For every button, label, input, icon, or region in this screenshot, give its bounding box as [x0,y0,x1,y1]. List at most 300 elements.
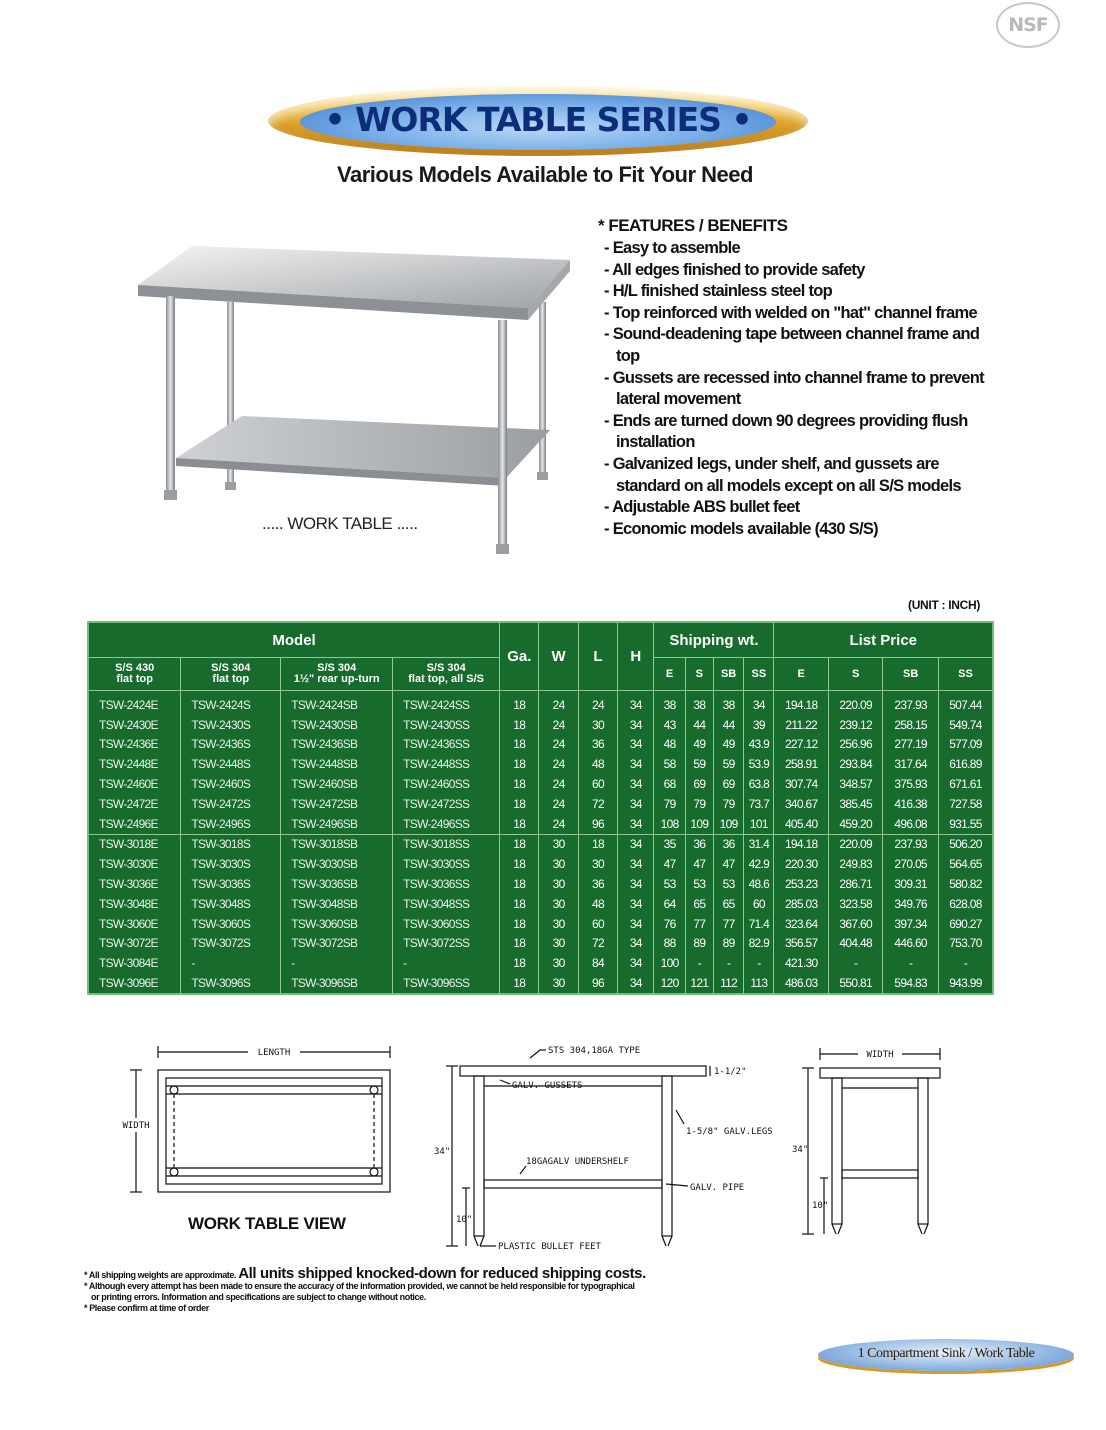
table-cell: 48.6 [744,874,774,894]
table-cell: 317.64 [883,754,938,774]
table-cell: 34 [618,854,654,874]
table-cell: 404.48 [828,934,882,954]
table-cell: TSW-2496SB [281,814,393,834]
table-cell: 18 [500,715,539,735]
table-cell: TSW-3084E [88,953,181,973]
table-cell: 30 [539,854,578,874]
side-height-label: 34" [792,1145,809,1155]
table-cell: 30 [578,715,617,735]
table-cell: 109 [685,814,713,834]
table-cell: 671.61 [938,774,993,794]
table-cell: 84 [578,953,617,973]
table-cell: TSW-2472SB [281,794,393,814]
table-cell: 349.76 [883,894,938,914]
table-cell: 30 [539,973,578,994]
table-cell: 237.93 [883,834,938,854]
table-cell: 53.9 [744,754,774,774]
note-shipping: * All shipping weights are approximate. All units shipped knocked-down for reduced shipping costs. [84,1265,646,1282]
length-label: LENGTH [257,1048,291,1058]
top-view-drawing [110,1040,410,1216]
table-cell: 459.20 [828,814,882,834]
table-cell: 47 [713,854,743,874]
table-cell: 60 [578,774,617,794]
table-cell: 44 [713,715,743,735]
table-cell: 258.15 [883,715,938,735]
header-price-e: E [774,658,828,691]
table-cell: 580.82 [938,874,993,894]
table-cell: 24 [578,691,617,715]
table-cell: 727.58 [938,794,993,814]
table-cell: 53 [685,874,713,894]
front-view-drawing [430,1040,780,1256]
note-accuracy: * Although every attempt has been made to ensure the accuracy of the information provided, we cannot be held responsible for typographical [84,1281,635,1291]
table-row [88,794,993,814]
page-subtitle: Various Models Available to Fit Your Need [337,162,753,187]
table-cell: 48 [654,735,685,755]
note-confirm: * Please confirm at time of order [84,1303,209,1313]
table-cell: 89 [685,934,713,954]
table-cell: TSW-2496S [181,814,281,834]
table-cell: 628.08 [938,894,993,914]
table-cell: TSW-3072SB [281,934,393,954]
table-cell: - [393,953,500,973]
table-cell: TSW-3018E [88,834,181,854]
table-row [88,735,993,755]
table-cell: TSW-3036SB [281,874,393,894]
pipe-label: GALV. PIPE [690,1183,745,1193]
table-cell: TSW-2430S [181,715,281,735]
table-cell: 64 [654,894,685,914]
height-label: 34" [434,1147,451,1157]
table-cell: 69 [685,774,713,794]
top-thickness-label: 1-1/2" [714,1067,747,1077]
table-cell: 18 [500,754,539,774]
header-w: W [539,622,578,691]
table-cell: 112 [713,973,743,994]
table-cell: TSW-3048E [88,894,181,914]
table-cell: 71.4 [744,914,774,934]
table-cell: 309.31 [883,874,938,894]
table-cell: TSW-3060S [181,914,281,934]
table-cell: 293.84 [828,754,882,774]
table-cell: 43.9 [744,735,774,755]
table-cell: TSW-2496SS [393,814,500,834]
table-row [88,854,993,874]
table-cell: 258.91 [774,754,828,774]
header-model: Model [88,622,500,658]
table-cell: TSW-3096SB [281,973,393,994]
table-cell: 24 [539,814,578,834]
table-cell: 121 [685,973,713,994]
feet-label: PLASTIC BULLET FEET [498,1242,601,1252]
table-cell: 239.12 [828,715,882,735]
shelf-height-label: 10" [456,1215,473,1225]
table-cell: - [938,953,993,973]
table-cell: 73.7 [744,794,774,814]
table-cell: 24 [539,735,578,755]
table-cell: - [828,953,882,973]
table-cell: 34 [618,894,654,914]
table-cell: 30 [539,874,578,894]
table-cell: - [883,953,938,973]
table-cell: 249.83 [828,854,882,874]
table-cell: TSW-3030E [88,854,181,874]
table-cell: 507.44 [938,691,993,715]
table-cell: TSW-2460SS [393,774,500,794]
table-cell: 30 [539,953,578,973]
feature-item: - H/L finished stainless steel top [598,281,998,303]
table-cell: 256.96 [828,735,882,755]
header-h: H [618,622,654,691]
table-cell: 100 [654,953,685,973]
table-cell: 89 [713,934,743,954]
side-shelf-height-label: 10" [812,1201,829,1211]
table-cell: 18 [500,914,539,934]
table-cell: 30 [539,834,578,854]
table-cell: 18 [500,834,539,854]
table-row [88,934,993,954]
table-cell: TSW-2424SB [281,691,393,715]
table-cell: 36 [578,874,617,894]
table-cell: 42.9 [744,854,774,874]
table-cell: 18 [500,691,539,715]
table-cell: TSW-3096SS [393,973,500,994]
table-cell: 34 [618,794,654,814]
side-width-label: WIDTH [866,1050,894,1060]
table-cell: 108 [654,814,685,834]
header-model-304-all-ss: S/S 304 flat top, all S/S [393,658,500,691]
table-cell: TSW-2424S [181,691,281,715]
table-cell: TSW-2430SS [393,715,500,735]
table-cell: TSW-2436S [181,735,281,755]
table-cell: 194.18 [774,691,828,715]
table-row [88,774,993,794]
table-cell: 39 [744,715,774,735]
table-cell: 96 [578,973,617,994]
table-cell: TSW-3018SB [281,834,393,854]
table-cell: 237.93 [883,691,938,715]
feature-item: - Galvanized legs, under shelf, and gussets are standard on all models except on all S/S models [598,454,998,497]
table-cell: TSW-2436SB [281,735,393,755]
table-cell: 36 [713,834,743,854]
photo-caption: ..... WORK TABLE ..... [262,514,418,533]
page-title: • WORK TABLE SERIES • [324,100,752,139]
top-material-label: STS 304,18GA TYPE [548,1046,641,1056]
table-cell: 24 [539,794,578,814]
table-cell: 109 [713,814,743,834]
legs-label: 1-5/8" GALV.LEGS [686,1127,773,1137]
table-cell: 60 [744,894,774,914]
header-shipping: Shipping wt. [654,622,774,658]
table-cell: 34 [618,735,654,755]
feature-item: - All edges finished to provide safety [598,260,998,282]
table-cell: 65 [713,894,743,914]
table-cell: 285.03 [774,894,828,914]
width-label: WIDTH [122,1121,150,1131]
table-cell: TSW-2448SB [281,754,393,774]
table-cell: 59 [713,754,743,774]
table-cell: 549.74 [938,715,993,735]
table-cell: TSW-2430E [88,715,181,735]
table-cell: 24 [539,754,578,774]
table-cell: TSW-3096E [88,973,181,994]
header-ship-e: E [654,658,685,691]
footer-label: 1 Compartment Sink / Work Table [857,1346,1035,1361]
table-cell: 30 [539,894,578,914]
table-cell: 79 [654,794,685,814]
table-cell: 564.65 [938,854,993,874]
table-cell: TSW-3072E [88,934,181,954]
table-cell: 77 [713,914,743,934]
table-cell: TSW-2448S [181,754,281,774]
table-cell: 550.81 [828,973,882,994]
header-ship-s: S [685,658,713,691]
features-title: * FEATURES / BENEFITS [598,216,788,235]
table-cell: 113 [744,973,774,994]
table-cell: 18 [500,973,539,994]
table-cell: 31.4 [744,834,774,854]
table-cell: 49 [685,735,713,755]
header-price-ss: SS [938,658,993,691]
table-cell: TSW-2496E [88,814,181,834]
table-cell: 58 [654,754,685,774]
table-cell: 77 [685,914,713,934]
table-cell: 47 [685,854,713,874]
feature-item: - Ends are turned down 90 degrees providing flush installation [598,411,998,454]
table-cell: 72 [578,794,617,814]
table-cell: TSW-2436SS [393,735,500,755]
table-cell: TSW-3096S [181,973,281,994]
feature-item: - Easy to assemble [598,238,998,260]
table-cell: 69 [713,774,743,794]
table-cell: - [713,953,743,973]
table-cell: TSW-3018SS [393,834,500,854]
spec-table-body [88,691,993,994]
table-cell: 220.09 [828,834,882,854]
feature-item: - Gussets are recessed into channel frame to prevent lateral movement [598,368,998,411]
table-cell: 53 [713,874,743,894]
table-cell: - [281,953,393,973]
table-cell: 120 [654,973,685,994]
table-cell: 47 [654,854,685,874]
table-cell: TSW-3030SB [281,854,393,874]
table-cell: 53 [654,874,685,894]
table-cell: 270.05 [883,854,938,874]
table-cell: 18 [500,735,539,755]
table-cell: 59 [685,754,713,774]
table-cell: TSW-3072SS [393,934,500,954]
table-cell: - [744,953,774,973]
table-cell: TSW-3036E [88,874,181,894]
table-cell: 44 [685,715,713,735]
table-cell: 36 [685,834,713,854]
table-cell: 385.45 [828,794,882,814]
table-cell: TSW-3018S [181,834,281,854]
table-cell: 48 [578,754,617,774]
table-cell: 496.08 [883,814,938,834]
table-row [88,715,993,735]
table-cell: TSW-2436E [88,735,181,755]
table-cell: 367.60 [828,914,882,934]
table-row [88,874,993,894]
table-cell: 753.70 [938,934,993,954]
table-cell: 18 [500,894,539,914]
table-cell: 375.93 [883,774,938,794]
table-cell: - [685,953,713,973]
table-cell: 18 [500,774,539,794]
table-cell: 65 [685,894,713,914]
header-ship-sb: SB [713,658,743,691]
table-cell: 348.57 [828,774,882,794]
note-accuracy-cont: or printing errors. Information and specifications are subject to change without notice. [91,1292,426,1302]
table-cell: 35 [654,834,685,854]
table-row [88,973,993,994]
table-cell: TSW-2460E [88,774,181,794]
table-cell: 323.58 [828,894,882,914]
table-cell: TSW-2472S [181,794,281,814]
table-cell: 416.38 [883,794,938,814]
table-cell: TSW-3048SS [393,894,500,914]
table-cell: TSW-2424E [88,691,181,715]
table-cell: 48 [578,894,617,914]
table-cell: 34 [618,715,654,735]
table-cell: 63.8 [744,774,774,794]
table-cell: 36 [578,735,617,755]
header-model-304: S/S 304 flat top [181,658,281,691]
table-cell: 18 [500,794,539,814]
table-cell: 220.30 [774,854,828,874]
table-cell: TSW-3030S [181,854,281,874]
table-cell: - [181,953,281,973]
table-cell: 30 [539,914,578,934]
table-cell: 60 [578,914,617,934]
work-table-view-caption: WORK TABLE VIEW [188,1214,346,1233]
header-price-s: S [828,658,882,691]
table-cell: 931.55 [938,814,993,834]
table-cell: TSW-3048S [181,894,281,914]
table-cell: 18 [500,953,539,973]
table-cell: 30 [539,934,578,954]
table-row [88,894,993,914]
table-cell: 277.19 [883,735,938,755]
table-cell: 356.57 [774,934,828,954]
table-cell: 72 [578,934,617,954]
table-cell: 616.89 [938,754,993,774]
table-cell: 18 [500,874,539,894]
table-cell: TSW-3060E [88,914,181,934]
header-model-430: S/S 430 flat top [88,658,181,691]
table-cell: TSW-2472E [88,794,181,814]
table-row [88,691,993,715]
table-cell: 18 [500,934,539,954]
table-row [88,834,993,854]
header-l: L [578,622,617,691]
feature-item: - Sound-deadening tape between channel frame and top [598,324,998,367]
table-cell: 34 [618,754,654,774]
table-cell: 211.22 [774,715,828,735]
table-cell: 34 [618,814,654,834]
table-cell: 34 [618,691,654,715]
table-row [88,914,993,934]
table-cell: 38 [685,691,713,715]
table-cell: 340.67 [774,794,828,814]
table-cell: 43 [654,715,685,735]
work-table-photo [130,240,570,560]
table-cell: 34 [618,934,654,954]
table-cell: 18 [578,834,617,854]
table-cell: TSW-2460S [181,774,281,794]
table-cell: TSW-2448E [88,754,181,774]
table-cell: 49 [713,735,743,755]
table-cell: 34 [618,973,654,994]
table-cell: 79 [713,794,743,814]
table-cell: TSW-3060SS [393,914,500,934]
table-cell: TSW-3072S [181,934,281,954]
nsf-logo: NSF [996,2,1060,48]
table-cell: 506.20 [938,834,993,854]
table-cell: 18 [500,814,539,834]
unit-label: (UNIT : INCH) [908,598,981,612]
table-cell: 30 [578,854,617,874]
table-cell: 76 [654,914,685,934]
footnotes [84,1265,964,1314]
feature-item: - Economic models available (430 S/S) [598,519,998,541]
table-cell: TSW-3060SB [281,914,393,934]
feature-item: - Top reinforced with welded on "hat" channel frame [598,303,998,325]
table-cell: 690.27 [938,914,993,934]
feature-item: - Adjustable ABS bullet feet [598,497,998,519]
header-model-304-upturn: S/S 304 1½" rear up-turn [281,658,393,691]
table-cell: 253.23 [774,874,828,894]
table-cell: 24 [539,691,578,715]
table-cell: 486.03 [774,973,828,994]
table-cell: TSW-2424SS [393,691,500,715]
table-cell: 88 [654,934,685,954]
table-cell: TSW-3048SB [281,894,393,914]
table-cell: 594.83 [883,973,938,994]
table-cell: 286.71 [828,874,882,894]
table-cell: 307.74 [774,774,828,794]
header-price-sb: SB [883,658,938,691]
table-row [88,754,993,774]
side-view-drawing [790,1040,950,1240]
header-ship-ss: SS [744,658,774,691]
undershelf-label: 18GAGALV UNDERSHELF [526,1157,629,1167]
table-cell: TSW-2430SB [281,715,393,735]
table-cell: 101 [744,814,774,834]
table-cell: 405.40 [774,814,828,834]
table-cell: 68 [654,774,685,794]
table-cell: 34 [618,914,654,934]
table-cell: 34 [618,774,654,794]
table-cell: TSW-3030SS [393,854,500,874]
table-cell: 34 [744,691,774,715]
table-cell: 220.09 [828,691,882,715]
header-list-price: List Price [774,622,993,658]
table-cell: 96 [578,814,617,834]
header-ga: Ga. [500,622,539,691]
table-cell: 577.09 [938,735,993,755]
table-cell: 79 [685,794,713,814]
table-cell: 421.30 [774,953,828,973]
spec-table [87,621,994,995]
table-cell: 943.99 [938,973,993,994]
features-items [598,238,998,540]
table-cell: 24 [539,774,578,794]
table-row [88,814,993,834]
table-cell: 24 [539,715,578,735]
table-cell: 82.9 [744,934,774,954]
